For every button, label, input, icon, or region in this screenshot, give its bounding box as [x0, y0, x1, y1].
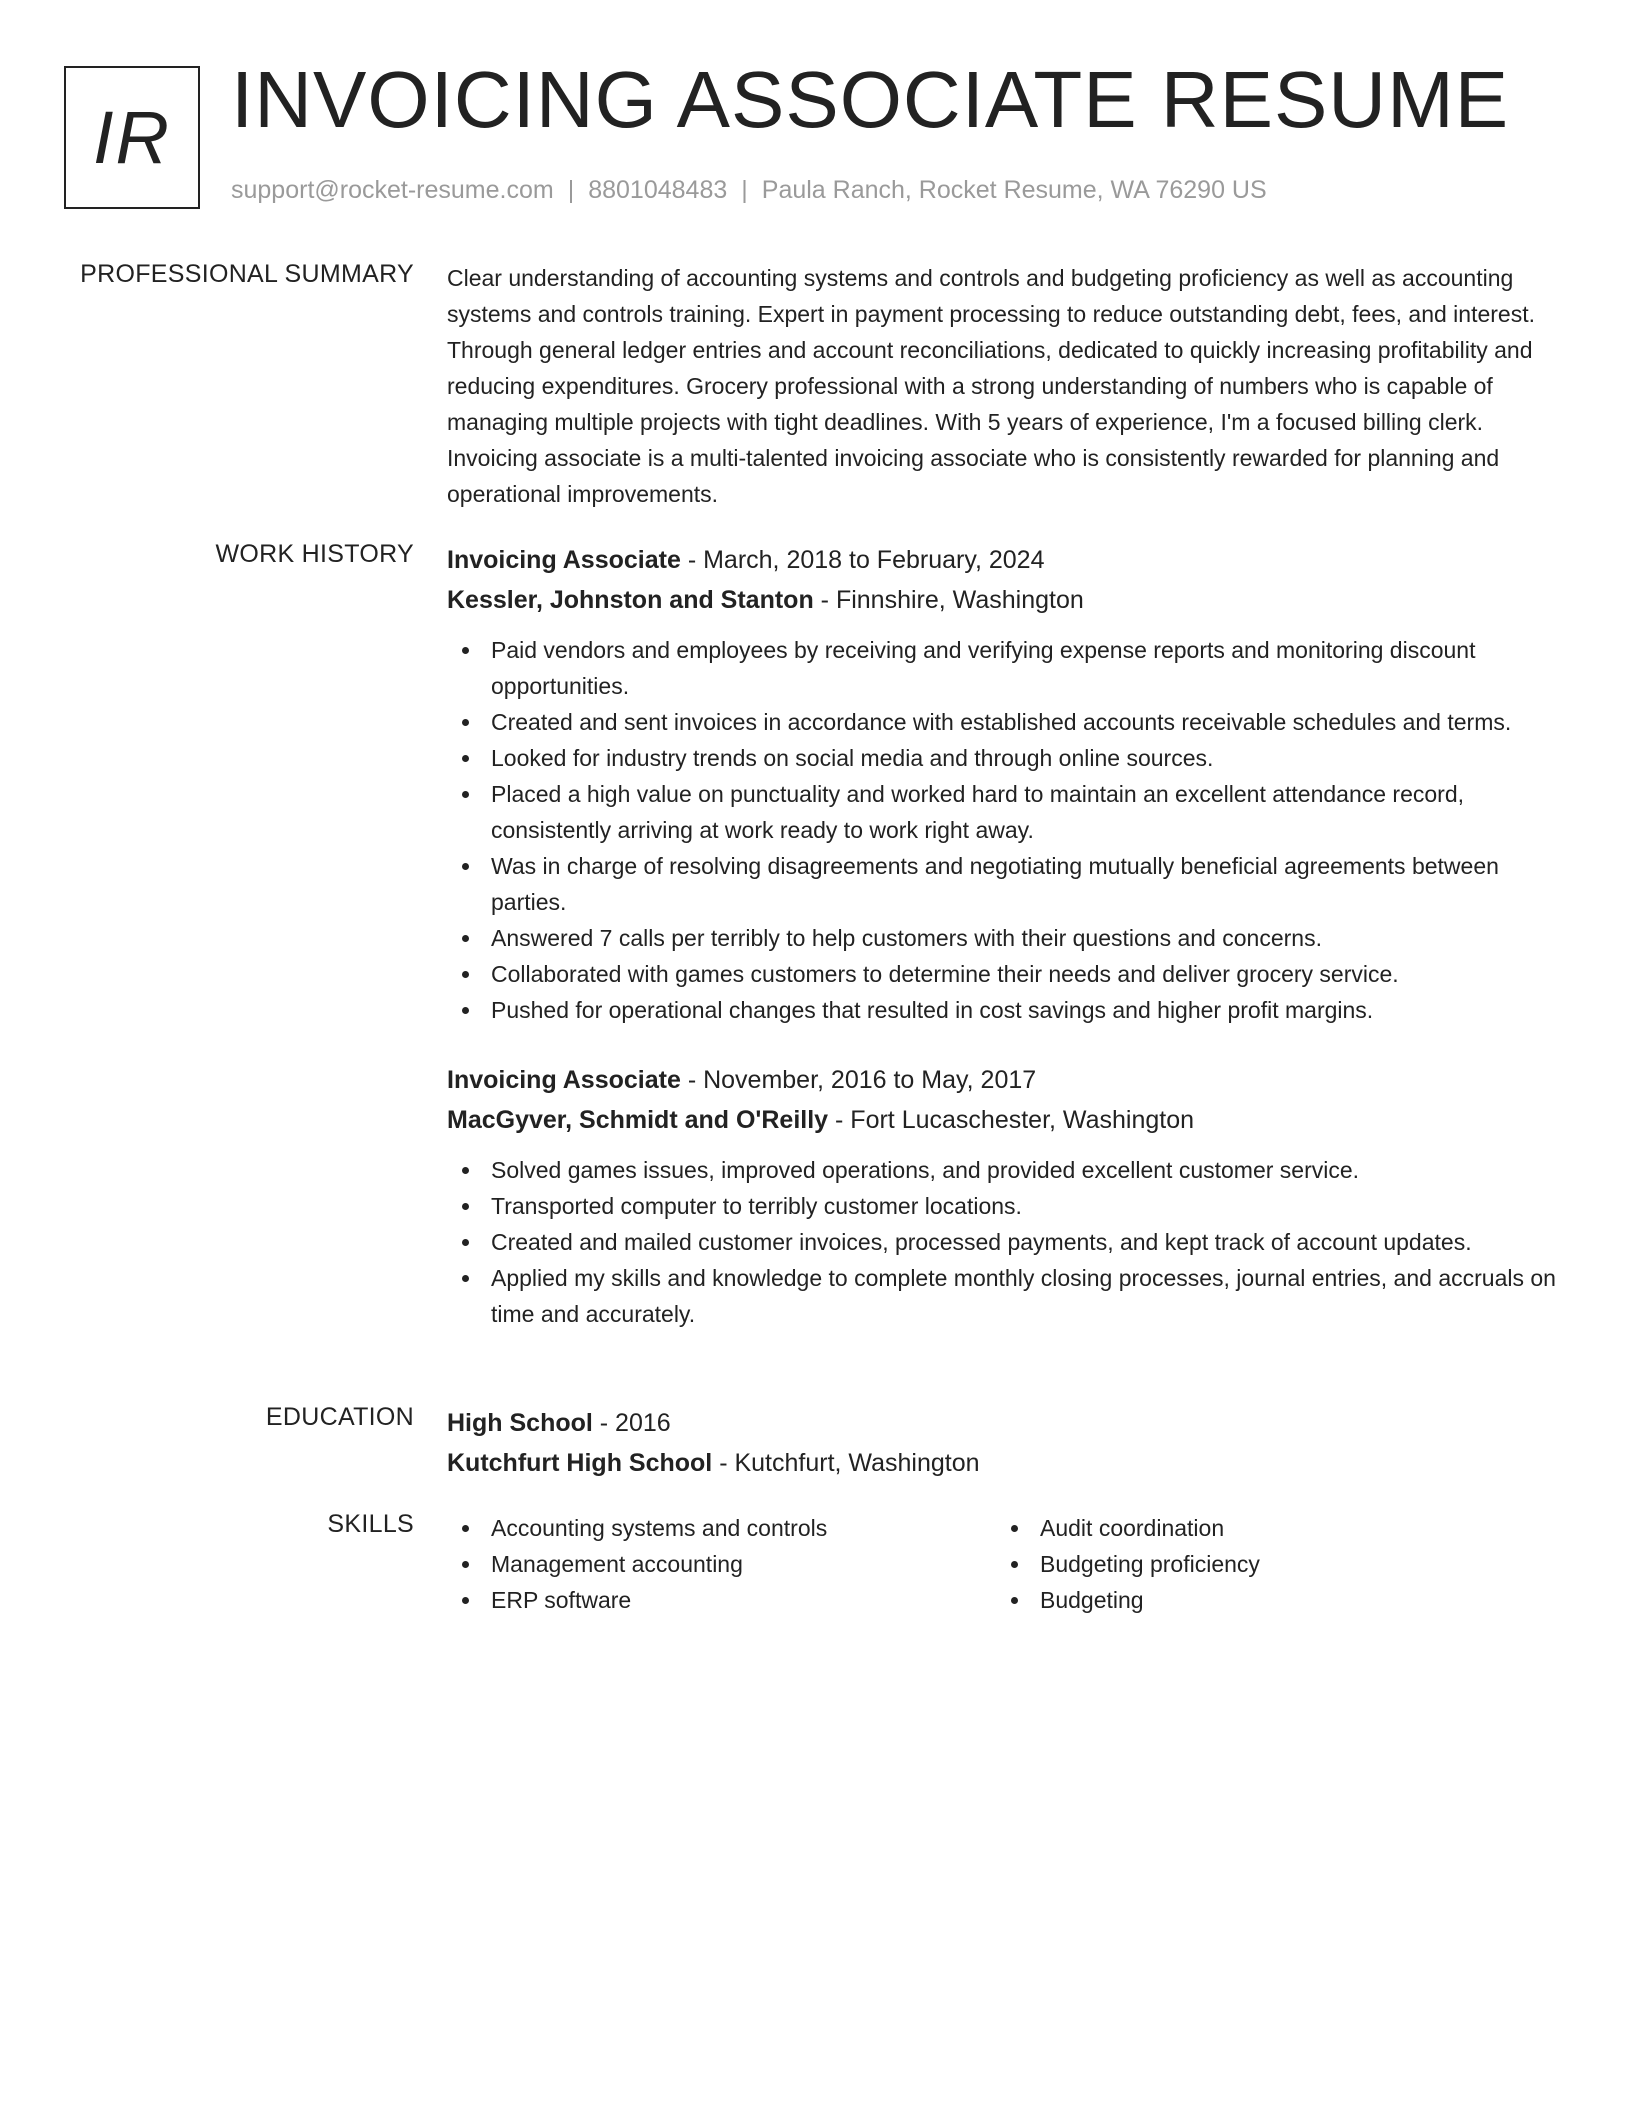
education-location: - Kutchfurt, Washington	[712, 1449, 980, 1477]
job-title: Invoicing Associate	[447, 546, 681, 574]
job-title-line	[447, 1060, 1562, 1100]
list-item: Was in charge of resolving disagreements and negotiating mutually beneficial agreements between parties.	[447, 848, 1562, 920]
job-entry	[447, 1060, 1562, 1332]
list-item: Management accounting	[447, 1546, 996, 1582]
summary-text: Clear understanding of accounting systems and controls and budgeting proficiency as well as accounting systems and controls training. Expert in payment processing to reduce outstanding debt, fees, and interest. Through general ledger entries and account reconciliations, dedicated to quickly increasing profitability and reducing expenditures. Grocery professional with a strong understanding of numbers who is capable of managing multiple projects with tight deadlines. With 5 years of experience, I'm a focused billing clerk. Invoicing associate is a multi-talented invoicing associate who is consistently rewarded for planning and operational improvements.	[447, 265, 1535, 507]
job-company-line	[447, 1100, 1562, 1140]
list-item: Paid vendors and employees by receiving and verifying expense reports and monitoring discount opportunities.	[447, 632, 1562, 704]
education-degree: High School	[447, 1409, 593, 1437]
list-item: Budgeting proficiency	[996, 1546, 1545, 1582]
list-item: Created and sent invoices in accordance with established accounts receivable schedules and terms.	[447, 704, 1562, 740]
contact-separator: |	[567, 176, 575, 204]
job-duties-list	[447, 632, 1562, 1028]
job-title: Invoicing Associate	[447, 1066, 681, 1094]
education-heading: EDUCATION	[265, 1403, 414, 1431]
list-item: ERP software	[447, 1582, 996, 1618]
list-item: Solved games issues, improved operations, and provided excellent customer service.	[447, 1152, 1562, 1188]
skills-heading: SKILLS	[327, 1510, 414, 1538]
job-duties-list	[447, 1152, 1562, 1332]
job-dates: - November, 2016 to May, 2017	[680, 1066, 1037, 1094]
job-title-line	[447, 540, 1562, 580]
resume-title: INVOICING ASSOCIATE RESUME	[231, 55, 1510, 144]
list-item: Placed a high value on punctuality and worked hard to maintain an excellent attendance record, consistently arriving at work ready to work right away.	[447, 776, 1562, 848]
contact-separator: |	[741, 176, 748, 204]
job-company: MacGyver, Schmidt and O'Reilly	[447, 1106, 829, 1134]
job-location: - Fort Lucaschester, Washington	[828, 1106, 1194, 1134]
job-dates: - March, 2018 to February, 2024	[680, 546, 1045, 574]
list-item: Looked for industry trends on social media and through online sources.	[447, 740, 1562, 776]
list-item: Accounting systems and controls	[447, 1510, 996, 1546]
summary-heading: PROFESSIONAL SUMMARY	[80, 260, 414, 288]
job-company-line	[447, 580, 1562, 620]
list-item: Transported computer to terribly customer locations.	[447, 1188, 1562, 1224]
job-entry	[447, 540, 1562, 1028]
contact-address: Paula Ranch, Rocket Resume, WA 76290 US	[761, 176, 1267, 204]
job-company: Kessler, Johnston and Stanton	[447, 586, 814, 614]
skills-list-right	[996, 1510, 1545, 1618]
list-item: Answered 7 calls per terribly to help customers with their questions and concerns.	[447, 920, 1562, 956]
list-item: Applied my skills and knowledge to complete monthly closing processes, journal entries, and accruals on time and accurately.	[447, 1260, 1562, 1332]
list-item: Collaborated with games customers to determine their needs and deliver grocery service.	[447, 956, 1562, 992]
list-item: Budgeting	[996, 1582, 1545, 1618]
list-item: Created and mailed customer invoices, processed payments, and kept track of account updates.	[447, 1224, 1562, 1260]
contact-email[interactable]: support@rocket-resume.com	[231, 176, 554, 204]
work-history-heading: WORK HISTORY	[215, 540, 414, 568]
list-item: Pushed for operational changes that resulted in cost savings and higher profit margins.	[447, 992, 1562, 1028]
education-year: - 2016	[592, 1409, 671, 1437]
skills-list-left	[447, 1510, 996, 1618]
contact-phone[interactable]: 8801048483	[588, 176, 728, 204]
education-school-line	[447, 1443, 1562, 1483]
contact-line	[231, 176, 1267, 205]
list-item: Audit coordination	[996, 1510, 1545, 1546]
education-degree-line	[447, 1403, 1562, 1443]
job-location: - Finnshire, Washington	[813, 586, 1084, 614]
education-school: Kutchfurt High School	[447, 1449, 713, 1477]
monogram-logo: IR	[64, 66, 200, 209]
skills-columns	[447, 1510, 1562, 1618]
